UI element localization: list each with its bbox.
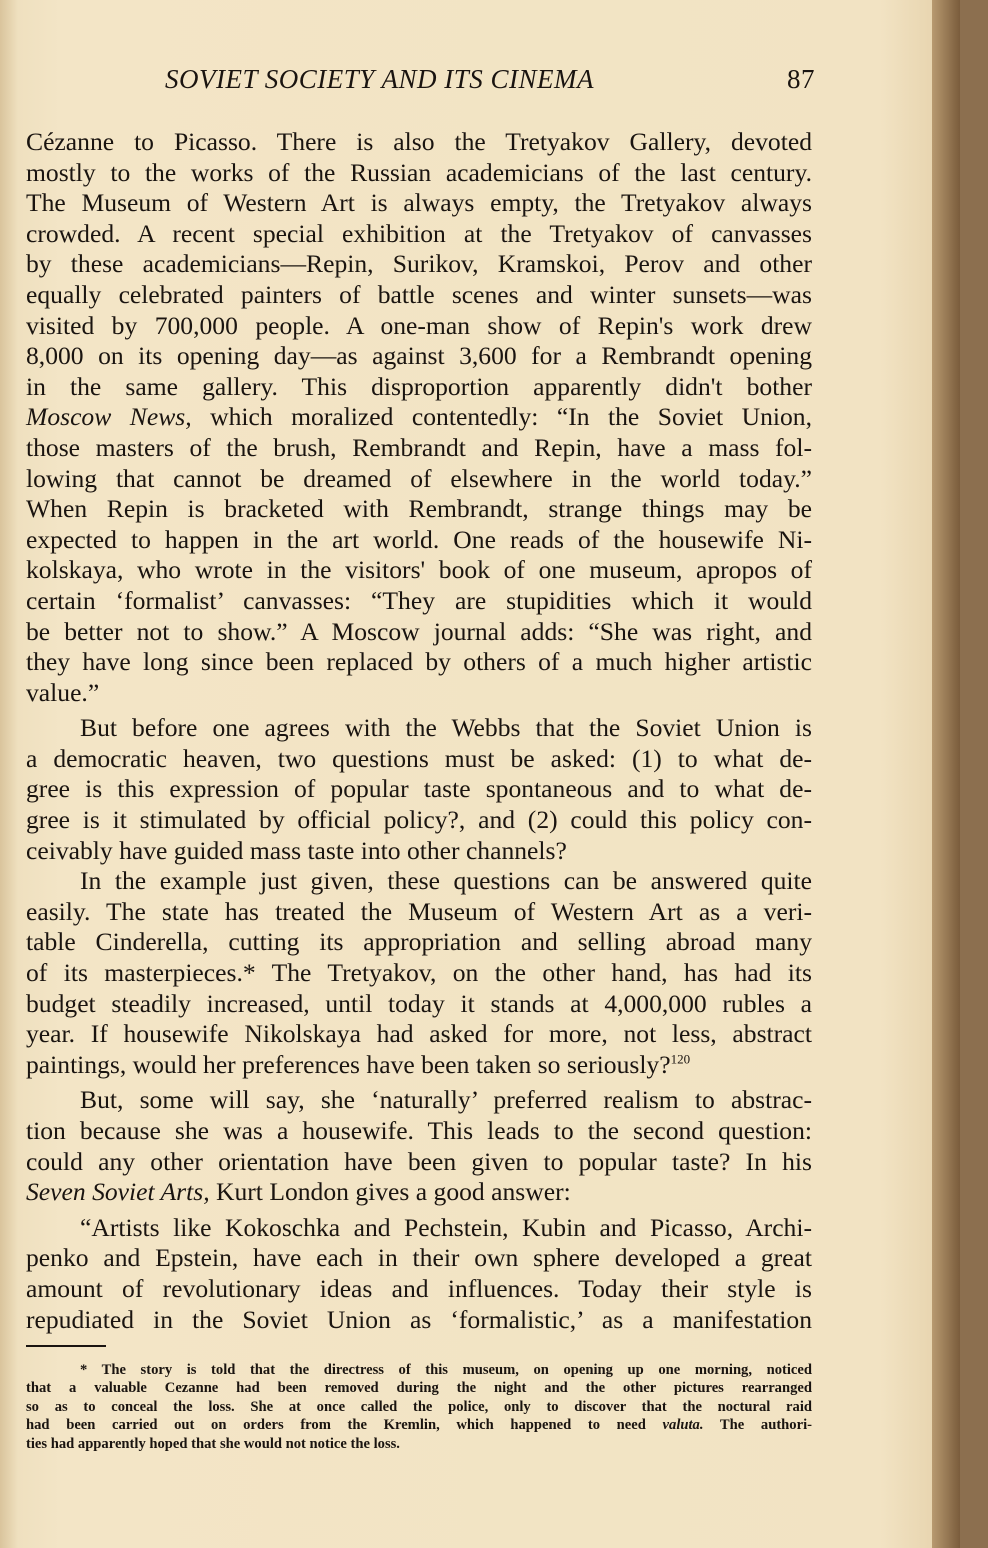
footnote-line <box>26 1398 812 1416</box>
body-line <box>26 958 812 989</box>
body-line <box>26 1243 812 1274</box>
body-line <box>26 464 812 495</box>
footnote-line <box>26 1379 812 1397</box>
line-text: had been carried out on orders from the Kremlin, which happened to need <box>26 1417 663 1434</box>
body-line <box>26 805 812 836</box>
body-line <box>26 1274 812 1305</box>
line-text: of its masterpieces.* The Tretyakov, on the other hand, has had its <box>26 958 812 988</box>
line-text: be better not to show.” A Moscow journal adds: “She was right, and <box>26 616 812 646</box>
body-line <box>26 617 812 648</box>
body-line <box>26 494 812 525</box>
line-text: visited by 700,000 people. A one-man show of Repin's work drew <box>26 310 812 340</box>
italic-title: Seven Soviet Arts, <box>26 1177 210 1207</box>
line-text: amount of revolutionary ideas and influences. Today their style is <box>26 1273 812 1303</box>
line-text: that a valuable Cezanne had been removed during the night and the other pictures rearranged <box>26 1380 812 1397</box>
body-line <box>26 372 812 403</box>
body-line <box>26 713 812 744</box>
body-line <box>26 1147 812 1178</box>
body-line <box>26 989 812 1020</box>
body-line <box>26 836 812 867</box>
body-line <box>26 311 812 342</box>
line-text: crowded. A recent special exhibition at the Tretyakov of canvasses <box>26 218 812 248</box>
line-text: The Museum of Western Art is always empty, the Tretyakov always <box>26 188 812 218</box>
line-text: lowing that cannot be dreamed of elsewhere in the world today.” <box>26 463 812 493</box>
body-line <box>26 1177 812 1208</box>
line-text: kolskaya, who wrote in the visitors' book of one museum, apropos of <box>26 555 812 585</box>
line-text: paintings, would her preferences have been taken so seriously? <box>26 1049 671 1079</box>
line-text: gree is it stimulated by official policy?, and (2) could this policy con- <box>26 805 812 835</box>
line-text: by these academicians—Repin, Surikov, Kramskoi, Perov and other <box>26 249 812 279</box>
body-line <box>26 555 812 586</box>
running-title: SOVIET SOCIETY AND ITS CINEMA <box>165 64 595 94</box>
line-text: But, some will say, she ‘naturally’ preferred realism to abstrac- <box>80 1085 812 1115</box>
line-text: certain ‘formalist’ canvasses: “They are stupidities which it would <box>26 585 812 615</box>
line-text: could any other orientation have been given to popular taste? In his <box>26 1146 812 1176</box>
body-line <box>26 897 812 928</box>
body-line <box>26 341 812 372</box>
line-text: The authori- <box>703 1417 812 1434</box>
line-text: value.” <box>26 677 100 707</box>
line-text: budget steadily increased, until today it stands at 4,000,000 rubles a <box>26 988 812 1018</box>
line-text: ties had apparently hoped that she would not notice the loss. <box>26 1435 400 1452</box>
line-text: easily. The state has treated the Museum of Western Art as a veri- <box>26 896 812 926</box>
body-line <box>26 647 812 678</box>
body-line <box>26 927 812 958</box>
line-text: In the example just given, these questions can be answered quite <box>80 866 812 896</box>
body-line <box>26 1116 812 1147</box>
body-line <box>26 127 812 158</box>
line-text: Kurt London gives a good answer: <box>209 1177 571 1207</box>
body-line <box>26 158 812 189</box>
line-text: table Cinderella, cutting its appropriation and selling abroad many <box>26 927 812 957</box>
body-line <box>26 678 812 709</box>
line-text: those masters of the brush, Rembrandt and Repin, have a mass fol- <box>26 432 812 462</box>
footnote-line <box>26 1435 812 1453</box>
line-text: year. If housewife Nikolskaya had asked for more, not less, abstract <box>26 1019 812 1049</box>
line-text: But before one agrees with the Webbs that the Soviet Union is <box>80 713 812 743</box>
body-text <box>26 127 812 1335</box>
body-line <box>26 188 812 219</box>
body-line <box>26 1019 812 1050</box>
line-text: so as to conceal the loss. She at once called the police, only to discover that the noctural raid <box>26 1398 812 1415</box>
line-text: Cézanne to Picasso. There is also the Tretyakov Gallery, devoted <box>26 127 812 156</box>
line-text: * The story is told that the directress of this museum, on opening up one morning, noticed <box>80 1362 812 1378</box>
line-text: ceivably have guided mass taste into other channels? <box>26 835 567 865</box>
line-text: penko and Epstein, have each in their own sphere developed a great <box>26 1243 812 1273</box>
line-text: repudiated in the Soviet Union as ‘formalistic,’ as a manifestation <box>26 1304 812 1334</box>
line-text: When Repin is bracketed with Rembrandt, strange things may be <box>26 494 812 524</box>
line-text: they have long since been replaced by others of a much higher artistic <box>26 647 812 677</box>
body-line <box>26 744 812 775</box>
footnote-line <box>26 1416 812 1434</box>
line-text: equally celebrated painters of battle scenes and winter sunsets—was <box>26 279 812 309</box>
footnote-rule <box>26 1345 106 1347</box>
body-line <box>26 774 812 805</box>
running-header <box>165 64 815 95</box>
body-line <box>26 1085 812 1116</box>
page-number: 87 <box>787 64 815 94</box>
line-text: gree is this expression of popular taste spontaneous and to what de- <box>26 774 812 804</box>
footnote-line <box>26 1361 812 1379</box>
body-line <box>26 249 812 280</box>
line-text: “Artists like Kokoschka and Pechstein, Kubin and Picasso, Archi- <box>80 1212 812 1242</box>
footnote <box>26 1361 812 1453</box>
body-line <box>26 280 812 311</box>
line-text: expected to happen in the art world. One reads of the housewife Ni- <box>26 524 812 554</box>
body-line <box>26 433 812 464</box>
body-line <box>26 586 812 617</box>
body-line <box>26 1305 812 1336</box>
line-text: 8,000 on its opening day—as against 3,600 for a Rembrandt opening <box>26 341 812 371</box>
body-line <box>26 525 812 556</box>
line-text: which moralized contentedly: “In the Soviet Union, <box>191 402 812 432</box>
body-line <box>26 866 812 897</box>
line-text: in the same gallery. This disproportion apparently didn't bother <box>26 371 812 401</box>
line-text: tion because she was a housewife. This leads to the second question: <box>26 1116 812 1145</box>
italic-title: Moscow News, <box>26 402 192 432</box>
line-text: a democratic heaven, two questions must be asked: (1) to what de- <box>26 743 812 773</box>
footnote-reference: 120 <box>670 1051 691 1067</box>
body-line <box>26 1050 812 1081</box>
body-line <box>26 402 812 433</box>
line-text: mostly to the works of the Russian academicians of the last century. <box>26 157 812 187</box>
body-line <box>26 1213 812 1244</box>
body-line <box>26 219 812 250</box>
page-edge <box>932 0 960 1548</box>
italic-title: valuta. <box>662 1417 704 1434</box>
